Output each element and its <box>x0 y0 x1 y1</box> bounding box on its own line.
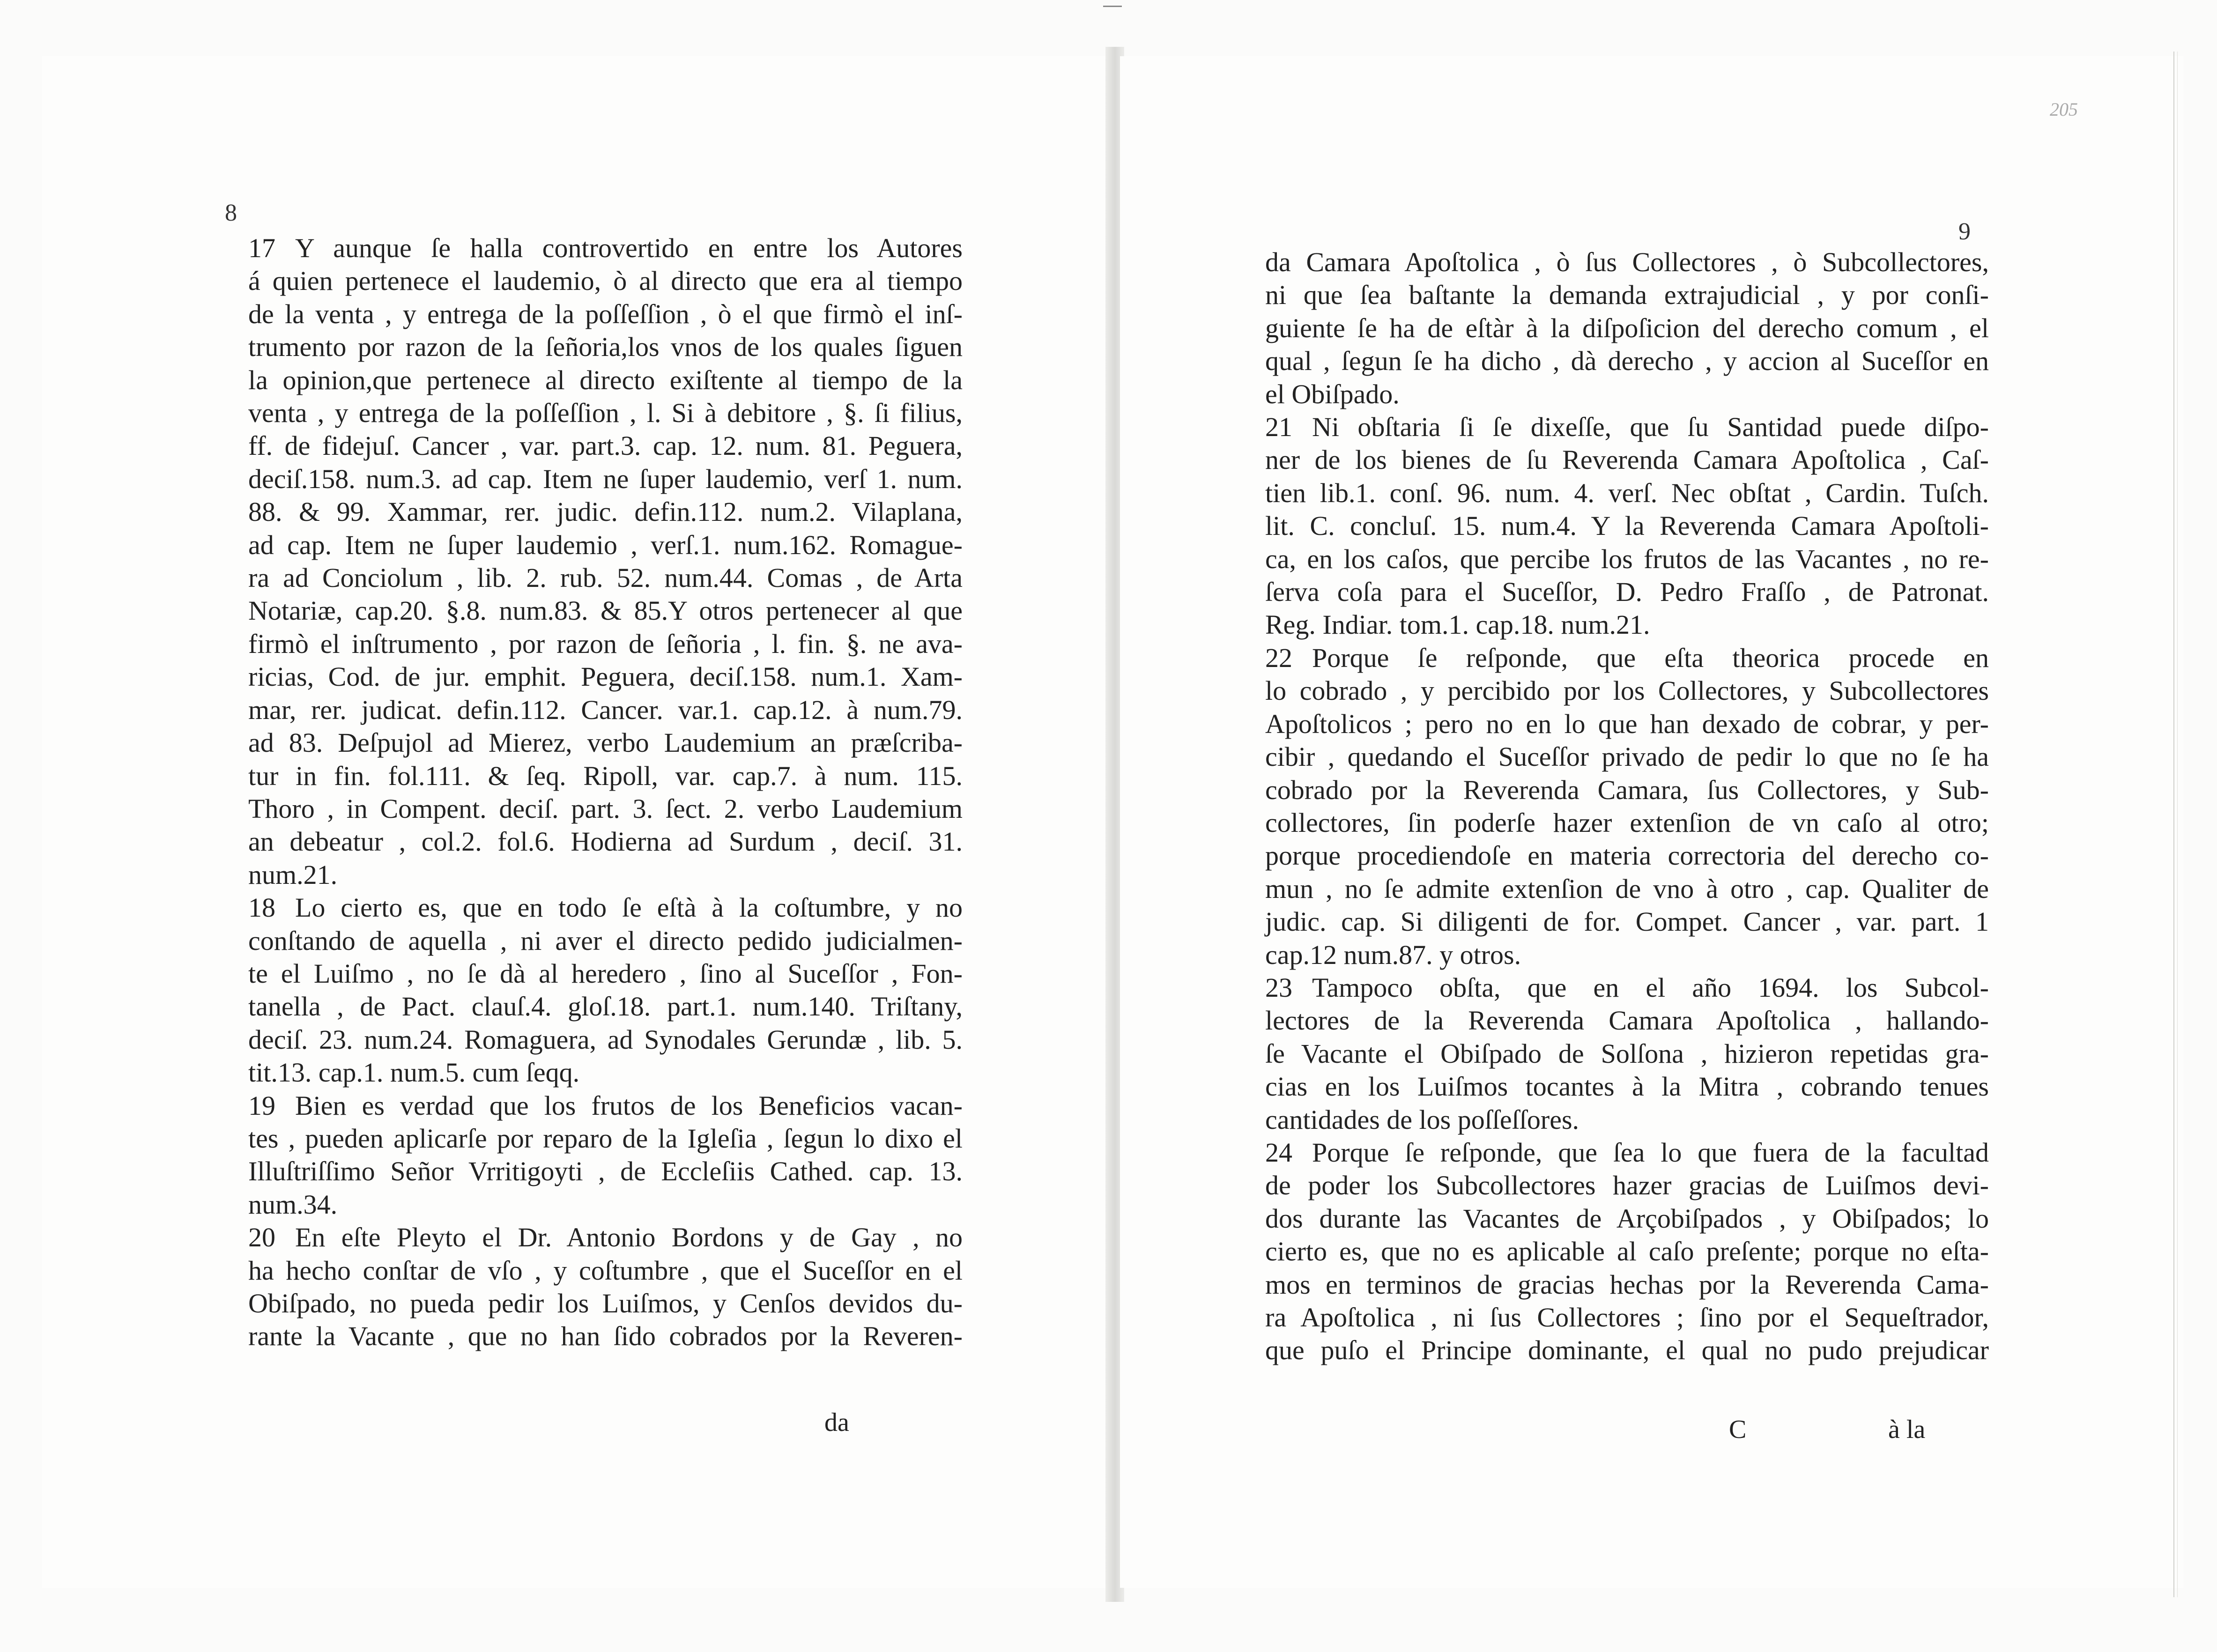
line-text: ner de los bienes de ſu Reverenda Camara Apoſtolica , Caſ- <box>1265 444 1989 475</box>
line-text: cierto es, que no es aplicable al caſo preſente; porque no eſta- <box>1265 1236 1989 1267</box>
top-mark <box>1103 6 1122 7</box>
text-line <box>1265 477 1989 510</box>
text-line <box>248 1122 963 1155</box>
text-line <box>248 331 963 363</box>
text-line <box>248 529 963 562</box>
text-line <box>1265 1169 1989 1202</box>
line-text: ricias, Cod. de jur. emphit. Peguera, deciſ.158. num.1. Xam- <box>248 661 963 692</box>
text-line <box>1265 1334 1989 1367</box>
text-line <box>1265 1301 1989 1334</box>
text-line <box>248 1023 963 1056</box>
line-text: venta , y entrega de la poſſeſſion , l. Si à debitore , §. ſi filius, <box>248 398 963 429</box>
text-line <box>1265 1235 1989 1268</box>
line-text: tes , pueden aplicarſe por reparo de la Igleſia , ſegun lo dixo el <box>248 1123 963 1154</box>
text-line <box>248 562 963 594</box>
line-text: deciſ. 23. num.24. Romaguera, ad Synodales Gerundæ , lib. 5. <box>248 1024 963 1055</box>
text-line <box>1265 1070 1989 1103</box>
line-text: Apoſtolicos ; pero no en lo que han dexado de cobrar, y per- <box>1265 708 1989 739</box>
text-line <box>248 957 963 990</box>
line-text: ni que ſea baſtante la demanda extrajudicial , y por conſi- <box>1265 280 1989 311</box>
line-text: de poder los Subcollectores hazer gracias de Luiſmos devi- <box>1265 1170 1989 1201</box>
text-line <box>1265 674 1989 707</box>
text-line <box>1265 1202 1989 1235</box>
line-text: ſerva coſa para el Suceſſor, D. Pedro Fraſſo , de Patronat. <box>1265 577 1989 607</box>
line-text: ad 83. Deſpujol ad Mierez, verbo Laudemium an præſcriba- <box>248 727 963 758</box>
line-text: collectores, ſin poderſe hazer extenſion de vn caſo al otro; <box>1265 807 1989 838</box>
text-line <box>248 859 963 891</box>
text-line <box>248 726 963 759</box>
text-line <box>1265 774 1989 807</box>
line-text: an debeatur , col.2. fol.6. Hodierna ad Surdum , deciſ. 31. <box>248 826 963 857</box>
text-line <box>248 594 963 627</box>
line-text: firmò el inſtrumento , por razon de ſeñoria , l. fin. §. ne ava- <box>248 628 963 659</box>
text-line <box>1265 1268 1989 1301</box>
line-text: num.34. <box>248 1189 338 1220</box>
left-page-text <box>248 232 963 1353</box>
paragraph-number: 20 <box>248 1222 275 1253</box>
line-text: tien lib.1. conſ. 96. num. 4. verſ. Nec obſtat , Cardin. Tuſch. <box>1265 477 1989 508</box>
line-text: Y aunque ſe halla controvertido en entre los Autores <box>295 233 963 263</box>
line-text: Bien es verdad que los frutos de los Beneficios vacan- <box>295 1090 963 1121</box>
line-text: cap.12 num.87. y otros. <box>1265 939 1521 970</box>
text-line <box>248 660 963 693</box>
text-line <box>1265 510 1989 542</box>
text-line <box>248 496 963 528</box>
text-line <box>1265 411 1989 444</box>
left-page <box>42 56 1106 1588</box>
right-page <box>1120 56 2183 1588</box>
line-text: tit.13. cap.1. num.5. cum ſeqq. <box>248 1057 580 1088</box>
text-line <box>1265 708 1989 741</box>
line-text: te el Luiſmo , no ſe dà al heredero , ſino al Suceſſor , Fon- <box>248 958 963 989</box>
line-text: cibir , quedando el Suceſſor privado de pedir lo que no ſe ha <box>1265 741 1989 772</box>
line-text: mar, rer. judicat. defin.112. Cancer. var.1. cap.12. à num.79. <box>248 694 963 725</box>
text-line <box>248 1254 963 1287</box>
line-text: Porque ſe reſponde, que ſea lo que fuera de la facultad <box>1312 1137 1989 1168</box>
text-line <box>248 430 963 462</box>
line-text: dos durante las Vacantes de Arçobiſpados , y Obiſpados; lo <box>1265 1203 1989 1234</box>
line-text: ff. de fidejuſ. Cancer , var. part.3. cap. 12. num. 81. Peguera, <box>248 430 963 461</box>
text-line <box>1265 839 1989 872</box>
line-text: cias en los Luiſmos tocantes à la Mitra , cobrando tenues <box>1265 1071 1989 1102</box>
line-text: En eſte Pleyto el Dr. Antonio Bordons y de Gay , no <box>295 1222 963 1253</box>
text-line <box>248 628 963 660</box>
text-line <box>1265 1136 1989 1169</box>
text-line <box>1265 543 1989 576</box>
line-text: lectores de la Reverenda Camara Apoſtolica , hallando- <box>1265 1005 1989 1036</box>
line-text: mos en terminos de gracias hechas por la Reverenda Cama- <box>1265 1269 1989 1300</box>
text-line <box>248 891 963 924</box>
line-text: 88. & 99. Xammar, rer. judic. defin.112. num.2. Vilaplana, <box>248 496 963 527</box>
line-text: Thoro , in Compent. deciſ. part. 3. ſect. 2. verbo Laudemium <box>248 793 963 824</box>
line-text: trumento por razon de la ſeñoria,los vnos de los quales ſiguen <box>248 332 963 363</box>
right-page-number: 9 <box>1958 218 1971 245</box>
line-text: á quien pertenece el laudemio, ò al directo que era al tiempo <box>248 266 963 296</box>
line-text: tanella , de Pact. clauſ.4. gloſ.18. part.1. num.140. Triſtany, <box>248 991 963 1022</box>
text-line <box>248 1155 963 1188</box>
text-line <box>248 1320 963 1353</box>
text-line <box>248 397 963 430</box>
text-line <box>1265 1037 1989 1070</box>
line-text: Lo cierto es, que en todo ſe eſtà à la coſtumbre, y no <box>295 892 963 923</box>
line-text: judic. cap. Si diligenti de for. Compet. Cancer , var. part. 1 <box>1265 906 1989 937</box>
line-text: rante la Vacante , que no han ſido cobrados por la Reveren- <box>248 1321 963 1352</box>
line-text: deciſ.158. num.3. ad cap. Item ne ſuper laudemio, verſ 1. num. <box>248 463 963 494</box>
line-text: ra Apoſtolica , ni ſus Collectores ; ſino por el Sequeſtrador, <box>1265 1302 1989 1333</box>
text-line <box>248 1188 963 1221</box>
text-line <box>248 364 963 397</box>
line-text: lit. C. concluſ. 15. num.4. Y la Reverenda Camara Apoſtoli- <box>1265 511 1989 541</box>
text-line <box>1265 905 1989 938</box>
line-text: la opinion,que pertenece al directo exiſtente al tiempo de la <box>248 364 963 395</box>
line-text: ra ad Conciolum , lib. 2. rub. 52. num.44. Comas , de Arta <box>248 563 963 593</box>
left-page-number: 8 <box>225 200 237 226</box>
text-line <box>1265 312 1989 345</box>
line-text: ſe Vacante el Obiſpado de Solſona , hizieron repetidas gra- <box>1265 1038 1989 1069</box>
leaf-edge <box>2173 52 2178 1597</box>
text-line <box>248 463 963 496</box>
paragraph-number: 17 <box>248 233 275 263</box>
text-line <box>1265 939 1989 971</box>
text-line <box>1265 246 1989 279</box>
line-text: ha hecho conſtar de vſo , y coſtumbre , que el Suceſſor en el <box>248 1255 963 1286</box>
text-line <box>1265 608 1989 641</box>
text-line <box>1265 1004 1989 1037</box>
line-text: guiente ſe ha de eſtàr à la diſpoſicion del derecho comum , el <box>1265 312 1989 343</box>
text-line <box>248 265 963 297</box>
line-text: ad cap. Item ne ſuper laudemio , verſ.1. num.162. Romague- <box>248 529 963 560</box>
text-line <box>1265 378 1989 411</box>
text-line <box>248 232 963 265</box>
line-text: tur in fin. fol.111. & ſeq. Ripoll, var. cap.7. à num. 115. <box>248 760 963 791</box>
text-line <box>1265 345 1989 378</box>
text-line <box>248 825 963 858</box>
line-text: cantidades de los poſſeſſores. <box>1265 1104 1579 1135</box>
line-text: Tampoco obſta, que en el año 1694. los Subcol- <box>1312 972 1989 1003</box>
text-line <box>1265 741 1989 773</box>
text-line <box>248 1287 963 1320</box>
paragraph-number: 22 <box>1265 642 1292 673</box>
text-line <box>1265 971 1989 1004</box>
line-text: mun , no ſe admite extenſion de vno à otro , cap. Qualiter de <box>1265 873 1989 904</box>
text-line <box>1265 1104 1989 1136</box>
text-line <box>248 793 963 825</box>
paragraph-number: 21 <box>1265 412 1292 443</box>
paragraph-number: 18 <box>248 892 275 923</box>
text-line <box>1265 279 1989 311</box>
line-text: que puſo el Principe dominante, el qual no pudo prejudicar <box>1265 1335 1989 1366</box>
line-text: da Camara Apoſtolica , ò ſus Collectores , ò Subcollectores, <box>1265 247 1989 277</box>
line-text: de la venta , y entrega de la poſſeſſion , ò el que firmò el inſ- <box>248 298 963 329</box>
line-text: Porque ſe reſponde, que eſta theorica procede en <box>1312 642 1989 673</box>
line-text: Obiſpado, no pueda pedir los Luiſmos, y Cenſos devidos du- <box>248 1288 963 1319</box>
text-line <box>248 925 963 957</box>
line-text: num.21. <box>248 859 338 890</box>
text-line <box>1265 576 1989 608</box>
folio-mark: 205 <box>2050 99 2078 120</box>
signature-mark: C <box>1729 1415 1747 1444</box>
paragraph-number: 19 <box>248 1090 275 1121</box>
right-page-text <box>1265 246 1989 1367</box>
text-line <box>248 990 963 1023</box>
text-line <box>1265 807 1989 839</box>
line-text: Illuſtriſſimo Señor Vrritigoyti , de Eccleſiis Cathed. cap. 13. <box>248 1156 963 1187</box>
text-line <box>248 1056 963 1089</box>
right-catchword: à la <box>1888 1415 1926 1444</box>
line-text: el Obiſpado. <box>1265 378 1400 409</box>
paragraph-number: 23 <box>1265 972 1292 1003</box>
left-catchword: da <box>824 1408 849 1437</box>
text-line <box>1265 642 1989 674</box>
line-text: Ni obſtaria ſi ſe dixeſſe, que ſu Santidad puede diſpo- <box>1312 412 1989 443</box>
line-text: Reg. Indiar. tom.1. cap.18. num.21. <box>1265 609 1650 640</box>
line-text: cobrado por la Reverenda Camara, ſus Collectores, y Sub- <box>1265 774 1989 805</box>
line-text: ca, en los caſos, que percibe los frutos de las Vacantes , no re- <box>1265 543 1989 574</box>
line-text: qual , ſegun ſe ha dicho , dà derecho , y accion al Suceſſor en <box>1265 346 1989 377</box>
paragraph-number: 24 <box>1265 1137 1292 1168</box>
line-text: conſtando de aquella , ni aver el directo pedido judicialmen- <box>248 925 963 956</box>
text-line <box>1265 873 1989 905</box>
text-line <box>248 298 963 331</box>
text-line <box>1265 444 1989 476</box>
line-text: Notariæ, cap.20. §.8. num.83. & 85.Y otros pertenecer al que <box>248 595 963 626</box>
line-text: lo cobrado , y percibido por los Collectores, y Subcollectores <box>1265 675 1989 706</box>
text-line <box>248 760 963 793</box>
text-line <box>248 1221 963 1254</box>
line-text: porque procediendoſe en materia correctoria del derecho co- <box>1265 840 1989 871</box>
text-line <box>248 694 963 726</box>
text-line <box>248 1089 963 1122</box>
